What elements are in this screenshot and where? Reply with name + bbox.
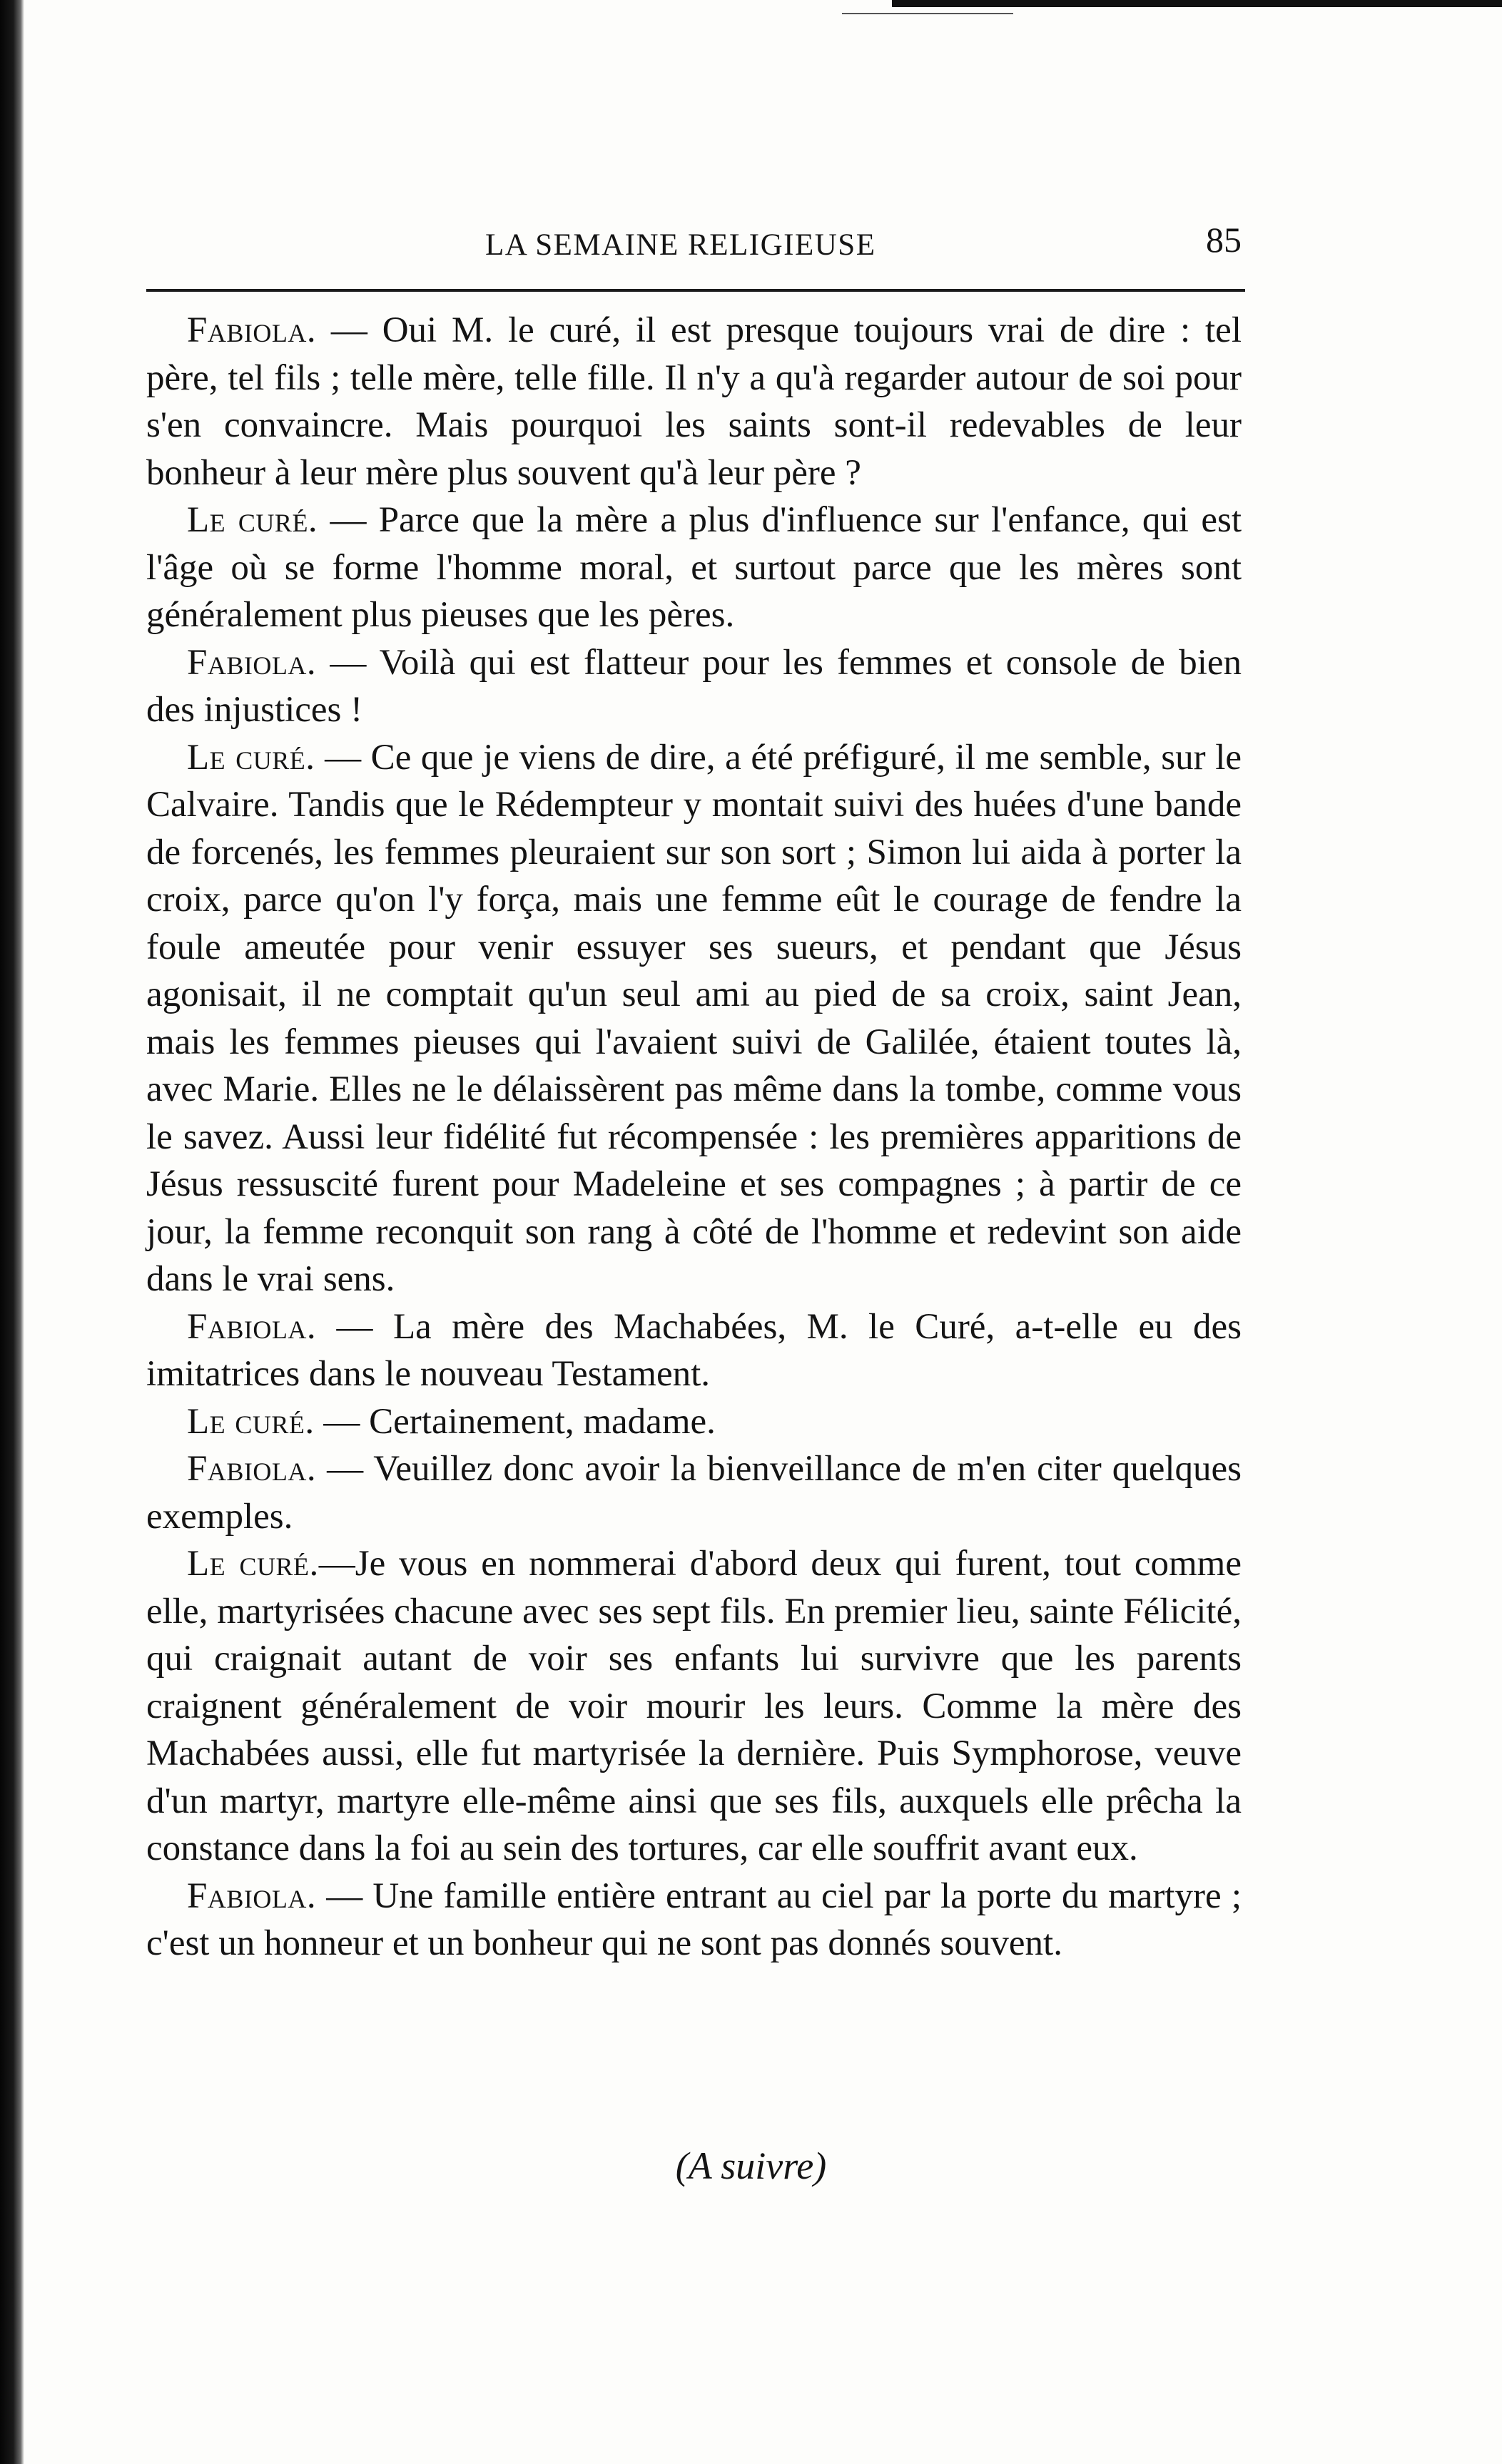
dialogue-text: — Certainement, madame. — [314, 1401, 716, 1442]
to-be-continued: (A suivre) — [675, 2144, 827, 2187]
dialogue-text: — Veuillez donc avoir la bienveillance de m'en citer quelques exemples. — [146, 1449, 1242, 1537]
dialogue-text: — Parce que la mère a plus d'influence sur l'enfance, qui est l'âge où se forme l'homme moral, et surtout parce que les mères sont généralement plus pieuses que les pères. — [146, 500, 1242, 635]
dialogue-text: — Voilà qui est flatteur pour les femmes et console de bien des injustices ! — [146, 642, 1242, 730]
dialogue-text: —Je vous en nommerai d'abord deux qui furent, tout comme elle, martyrisées chacune avec ses sept fils. En premier lieu, sainte Félicité, qui craignait autant de voir ses enfants lui survivre que les parents craignent généralement de voir mourir les leurs. Comme la mère des Machabées aussi, elle fut martyrisée la dernière. Puis Symphorose, veuve d'un martyr, martyre elle-même ainsi que ses fils, auxquels elle prêcha la constance dans la foi au sein des tortures, car elle souffrit avant eux. — [146, 1544, 1242, 1868]
dialogue-paragraph — [146, 1445, 1242, 1540]
speaker-name: Fabiola. — [187, 310, 317, 350]
speaker-name: Le curé. — [187, 1401, 315, 1442]
dialogue-text: — Une famille entière entrant au ciel par la porte du martyre ; c'est un honneur et un bonheur qui ne sont pas donnés souvent. — [146, 1875, 1242, 1963]
speaker-name: Le curé. — [187, 1544, 319, 1584]
speaker-name: Fabiola. — [187, 1875, 317, 1916]
dialogue-paragraph — [146, 1540, 1242, 1873]
header-rule — [146, 289, 1245, 292]
dialogue-paragraph — [146, 497, 1242, 639]
dialogue-paragraph — [146, 307, 1242, 497]
binding-edge — [0, 0, 24, 2464]
speaker-name: Fabiola. — [187, 1306, 317, 1347]
dialogue-text: — Oui M. le curé, il est presque toujours vrai de dire : tel père, tel fils ; telle mère, telle fille. Il n'y a qu'à regarder autour de soi pour s'en convaincre. Mais pourquoi les saints sont-il redevables de leur bonheur à leur mère plus souvent qu'à leur père ? — [146, 310, 1242, 493]
scan-edge-rule — [892, 0, 1502, 7]
speaker-name: Fabiola. — [187, 642, 317, 683]
speaker-name: Le curé. — [187, 737, 315, 778]
speaker-name: Fabiola. — [187, 1449, 317, 1489]
dialogue-paragraph — [146, 639, 1242, 734]
speaker-name: Le curé. — [187, 500, 318, 540]
dialogue-text: — La mère des Machabées, M. le Curé, a-t-elle eu des imitatrices dans le nouveau Testament. — [146, 1306, 1242, 1394]
dialogue-paragraph — [146, 1398, 1242, 1446]
dialogue-text: — Ce que je viens de dire, a été préfiguré, il me semble, sur le Calvaire. Tandis que le Rédempteur y montait suivi des huées d'une bande de forcenés, les femmes pleuraient sur son sort ; Simon lui aida à porter la croix, parce qu'on l'y força, mais une femme eût le courage de fendre la foule ameutée pour venir essuyer ses sueurs, et pendant que Jésus agonisait, il ne comptait qu'un seul ami au pied de sa croix, saint Jean, mais les femmes pieuses qui l'avaient suivi de Galilée, étaient toutes là, avec Marie. Elles ne le délaissèrent pas même dans la tombe, comme vous le savez. Aussi leur fidélité fut récompensée : les premières apparitions de Jésus ressuscité furent pour Madeleine et ses compagnes ; à partir de ce jour, la femme reconquit son rang à côté de l'homme et redevint son aide dans le vrai sens. — [146, 737, 1242, 1299]
scan-edge-thin-rule — [842, 13, 1013, 14]
page-number: 85 — [1206, 220, 1242, 260]
dialogue-paragraph — [146, 1303, 1242, 1398]
page-header — [146, 218, 1242, 275]
article-body — [146, 307, 1242, 1967]
dialogue-paragraph — [146, 734, 1242, 1303]
running-title: LA SEMAINE RELIGIEUSE — [485, 228, 876, 262]
dialogue-paragraph — [146, 1873, 1242, 1967]
